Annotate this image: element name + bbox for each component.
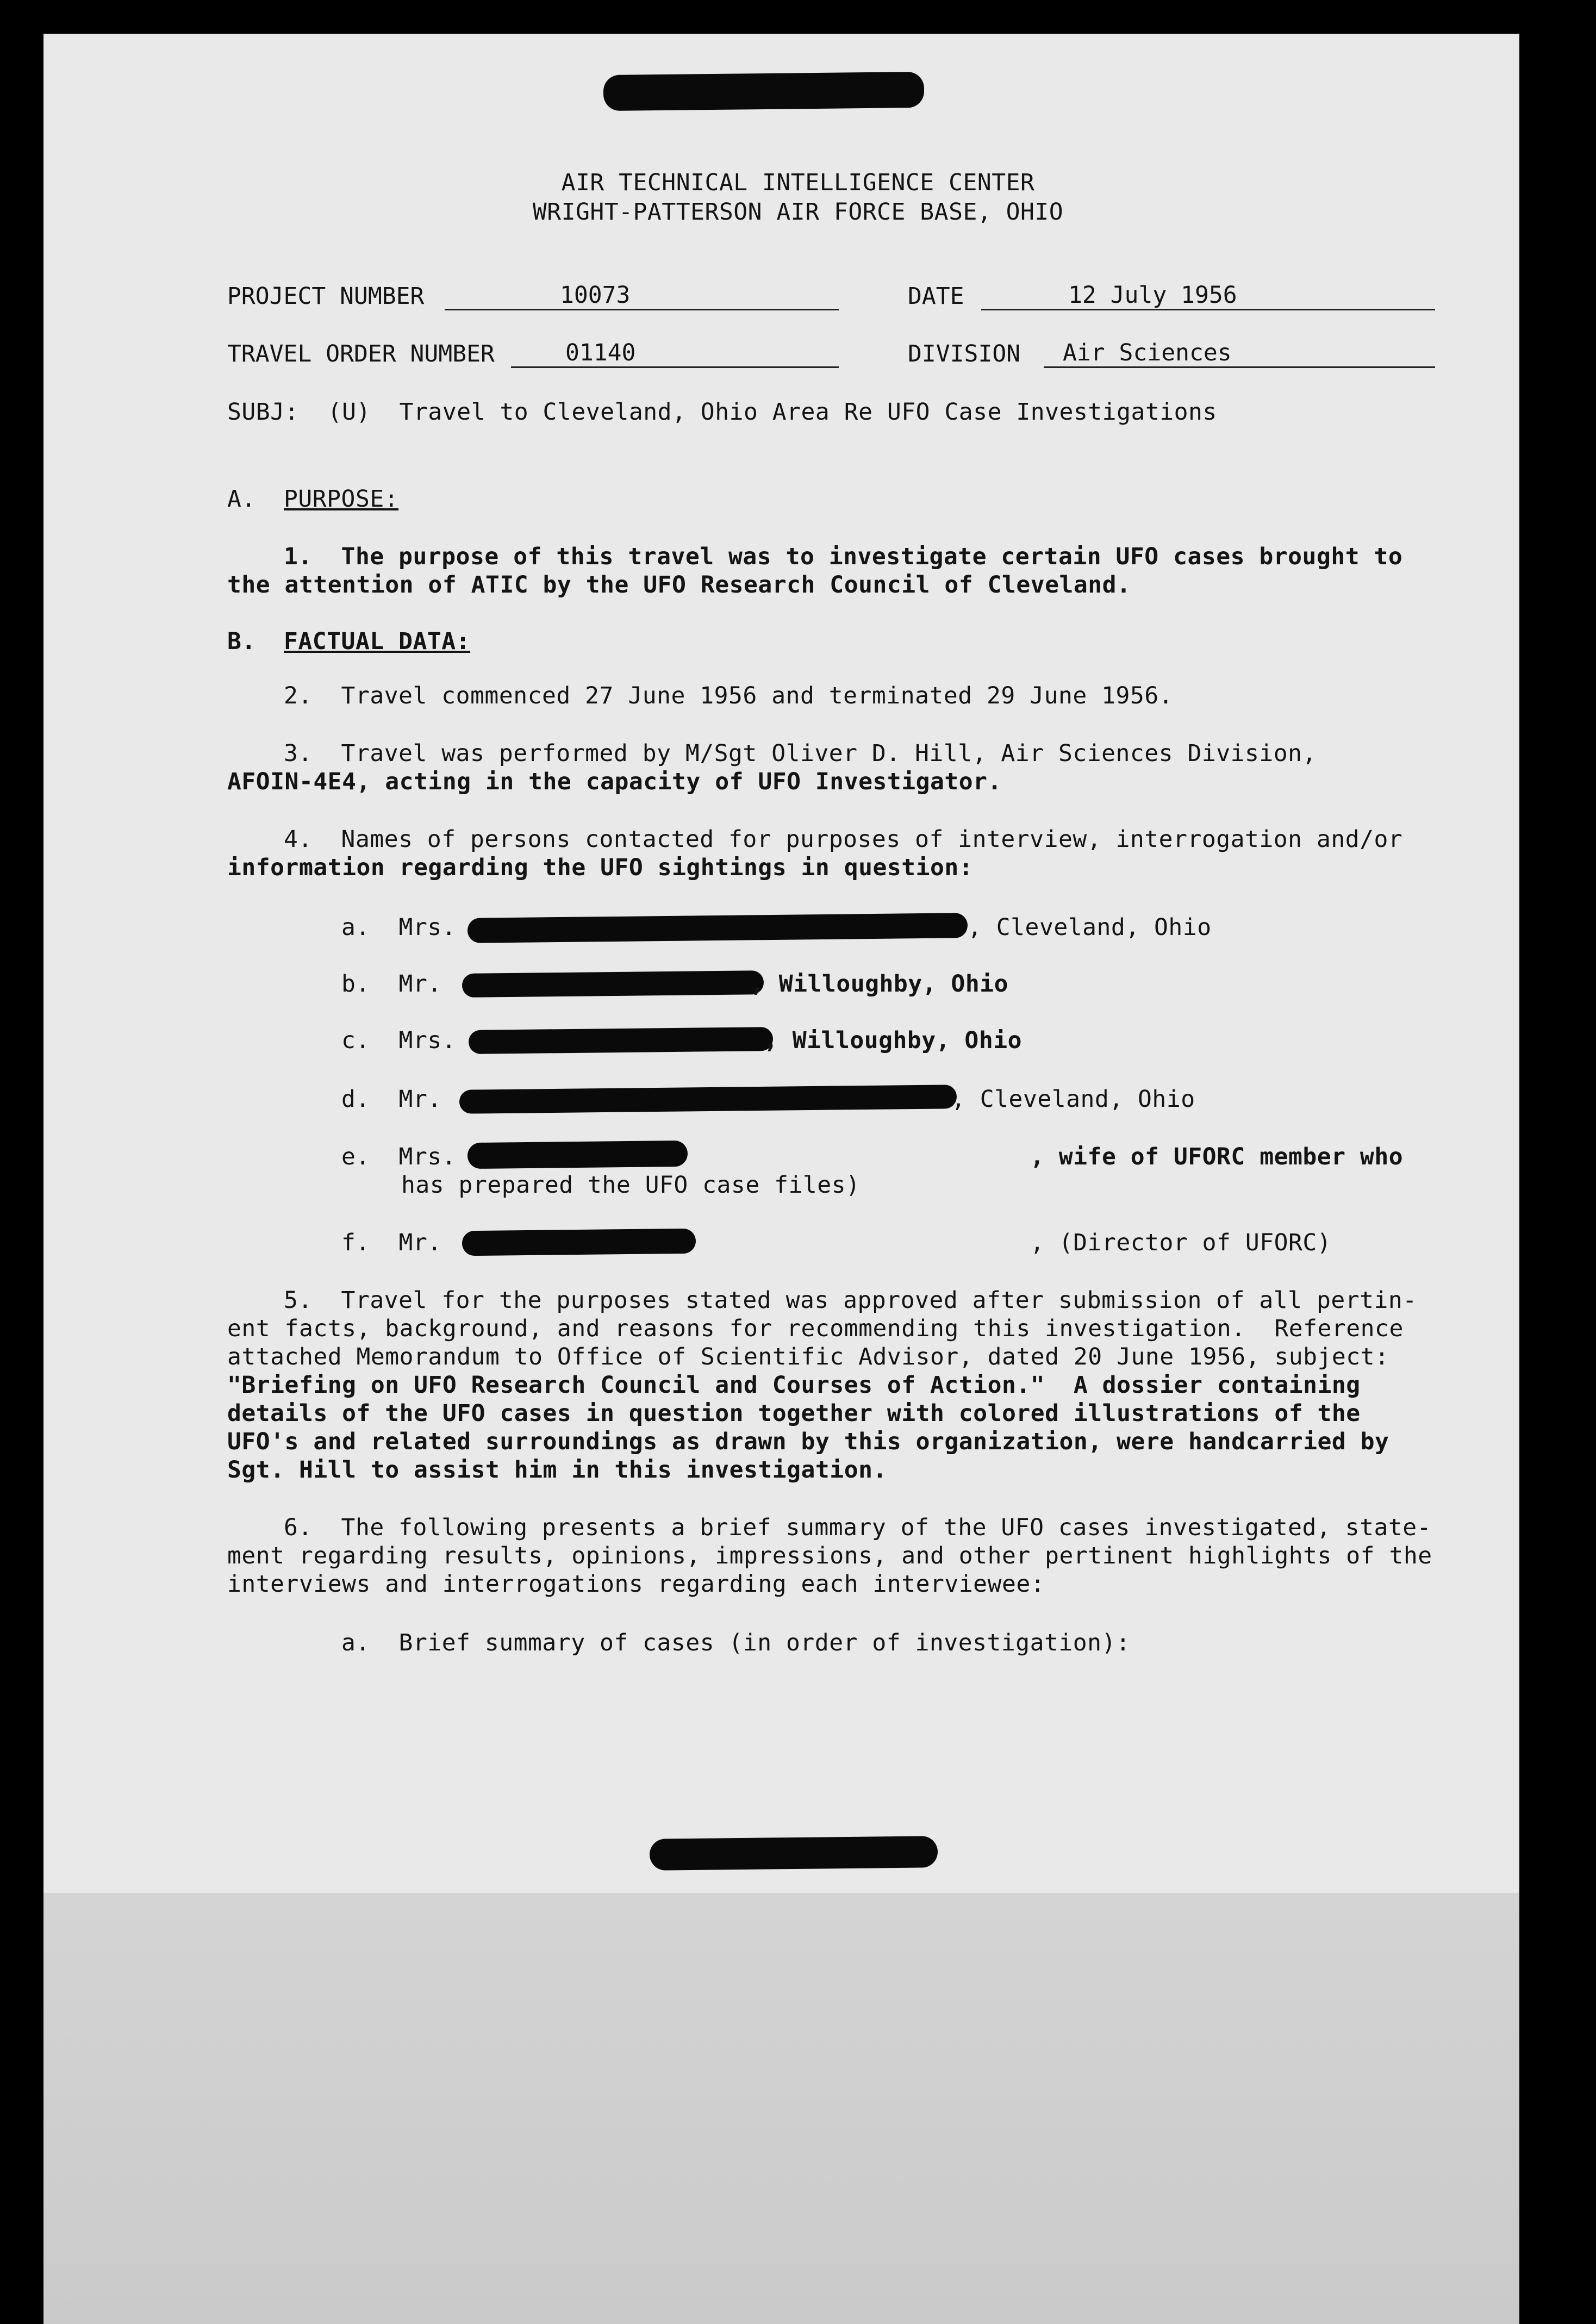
redaction-person-c bbox=[469, 1027, 773, 1054]
paragraph-6-line-1: 6. The following presents a brief summary of the UFO cases investigated, state- bbox=[284, 1514, 1432, 1541]
paragraph-6-line-3: interviews and interrogations regarding each interviewee: bbox=[227, 1571, 1045, 1598]
paragraph-4-line-1: 4. Names of persons contacted for purposes of interview, interrogation and/or bbox=[284, 826, 1403, 853]
division-underline bbox=[1044, 366, 1245, 368]
date-underline bbox=[981, 309, 1435, 310]
redaction-bottom-marking bbox=[650, 1836, 938, 1871]
travel-order-value: 01140 bbox=[565, 339, 636, 366]
division-label: DIVISION bbox=[908, 340, 1021, 367]
header-org: AIR TECHNICAL INTELLIGENCE CENTER bbox=[561, 169, 1035, 196]
paragraph-6a: a. Brief summary of cases (in order of investigation): bbox=[341, 1629, 1131, 1656]
travel-order-underline bbox=[511, 366, 839, 368]
person-f-prefix: f. Mr. bbox=[341, 1229, 442, 1256]
redaction-person-b bbox=[462, 970, 764, 998]
paragraph-5-line-4: "Briefing on UFO Research Council and Courses of Action." A dossier containing bbox=[227, 1372, 1361, 1399]
person-c-prefix: c. Mrs. bbox=[341, 1027, 457, 1054]
person-b-suffix: , Willoughby, Ohio bbox=[750, 970, 1008, 998]
paragraph-3-line-2: AFOIN-4E4, acting in the capacity of UFO Investigator. bbox=[227, 768, 1002, 795]
date-value: 12 July 1956 bbox=[1068, 282, 1237, 309]
person-e-suffix: , wife of UFORC member who bbox=[1030, 1143, 1404, 1170]
paragraph-5-line-7: Sgt. Hill to assist him in this investigation. bbox=[227, 1456, 887, 1484]
paragraph-5-line-2: ent facts, background, and reasons for recommending this investigation. Reference bbox=[227, 1315, 1404, 1342]
background-page bbox=[43, 1893, 1519, 2324]
section-b-label: B. bbox=[227, 628, 256, 655]
division-underline-extension bbox=[1231, 366, 1435, 368]
paragraph-2: 2. Travel commenced 27 June 1956 and terminated 29 June 1956. bbox=[284, 682, 1174, 709]
document-page bbox=[43, 34, 1519, 1893]
paragraph-6-line-2: ment regarding results, opinions, impressions, and other pertinent highlights of the bbox=[227, 1542, 1432, 1569]
redaction-person-f bbox=[462, 1229, 696, 1256]
project-number-underline bbox=[445, 309, 839, 310]
project-number-label: PROJECT NUMBER bbox=[227, 283, 425, 310]
subject-line: SUBJ: (U) Travel to Cleveland, Ohio Area Re UFO Case Investigations bbox=[227, 398, 1217, 426]
paragraph-1-line-2: the attention of ATIC by the UFO Research Council of Cleveland. bbox=[227, 571, 1131, 599]
paragraph-1-line-1: 1. The purpose of this travel was to investigate certain UFO cases brought to bbox=[284, 543, 1403, 570]
paragraph-5-line-5: details of the UFO cases in question together with colored illustrations of the bbox=[227, 1400, 1361, 1427]
person-a-prefix: a. Mrs. bbox=[341, 914, 457, 941]
paragraph-5-line-3: attached Memorandum to Office of Scientific Advisor, dated 20 June 1956, subject: bbox=[227, 1343, 1389, 1370]
header-location: WRIGHT-PATTERSON AIR FORCE BASE, OHIO bbox=[532, 198, 1064, 226]
redaction-person-e bbox=[467, 1141, 688, 1169]
paragraph-5-line-6: UFO's and related surroundings as drawn by this organization, were handcarried by bbox=[227, 1428, 1389, 1455]
person-a-suffix: , Cleveland, Ohio bbox=[968, 914, 1212, 941]
section-b-title: FACTUAL DATA: bbox=[284, 628, 471, 655]
redaction-person-a bbox=[467, 913, 968, 943]
person-d-prefix: d. Mr. bbox=[341, 1086, 442, 1113]
division-value: Air Sciences bbox=[1063, 339, 1232, 366]
paragraph-5-line-1: 5. Travel for the purposes stated was approved after submission of all pertin- bbox=[284, 1287, 1417, 1314]
person-f-suffix: , (Director of UFORC) bbox=[1030, 1229, 1332, 1256]
person-c-suffix: , Willoughby, Ohio bbox=[764, 1027, 1022, 1054]
paragraph-3-line-1: 3. Travel was performed by M/Sgt Oliver D. Hill, Air Sciences Division, bbox=[284, 740, 1317, 767]
date-label: DATE bbox=[908, 283, 964, 310]
person-b-prefix: b. Mr. bbox=[341, 970, 442, 998]
project-number-value: 10073 bbox=[560, 282, 631, 309]
redaction-top-marking bbox=[603, 72, 925, 111]
section-a-title: PURPOSE: bbox=[284, 485, 399, 513]
person-e-line-2: has prepared the UFO case files) bbox=[401, 1172, 861, 1199]
person-d-suffix: , Cleveland, Ohio bbox=[951, 1086, 1195, 1113]
section-a-label: A. bbox=[227, 485, 256, 513]
travel-order-label: TRAVEL ORDER NUMBER bbox=[227, 340, 495, 367]
paragraph-4-line-2: information regarding the UFO sightings in question: bbox=[227, 854, 974, 881]
person-e-prefix: e. Mrs. bbox=[341, 1143, 457, 1170]
